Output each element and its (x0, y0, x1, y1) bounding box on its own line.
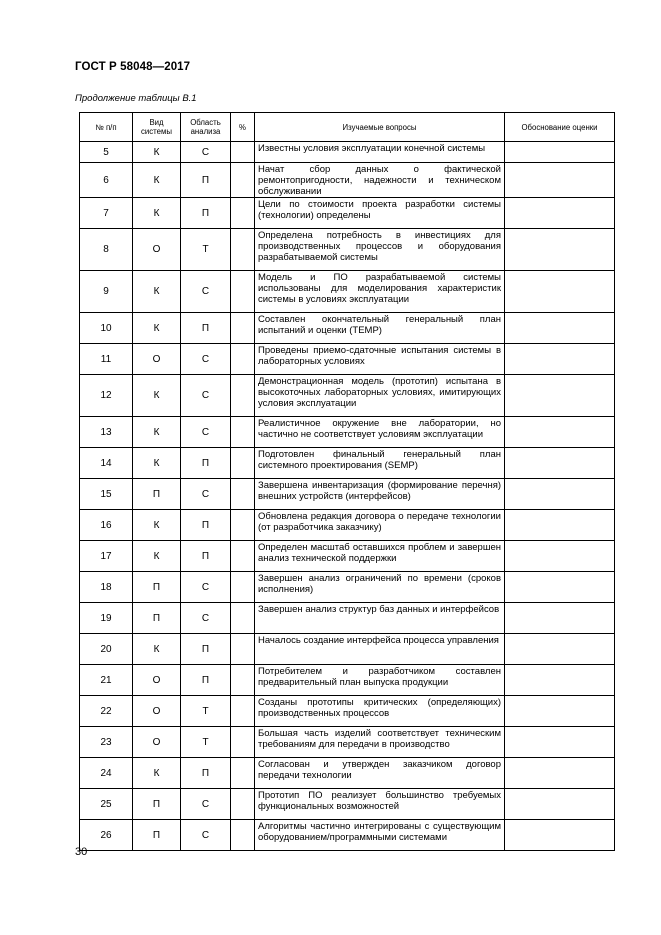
question-cell: Обновлена редакция договора о передаче технологии (от разработчика заказчику) (255, 510, 505, 541)
header-num: № п/п (80, 113, 133, 142)
row-number-cell: 14 (80, 448, 133, 479)
question-cell: Известны условия эксплуатации конечной системы (255, 142, 505, 163)
question-cell: Завершен анализ ограничений по времени (сроков исполнения) (255, 572, 505, 603)
justification-cell (505, 665, 615, 696)
row-number-cell: 10 (80, 313, 133, 344)
row-number-cell: 18 (80, 572, 133, 603)
system-type-cell: П (133, 789, 181, 820)
row-number-cell: 16 (80, 510, 133, 541)
percent-cell (231, 271, 255, 313)
justification-cell (505, 789, 615, 820)
row-number-cell: 13 (80, 417, 133, 448)
percent-cell (231, 417, 255, 448)
analysis-area-cell: С (181, 142, 231, 163)
table-row (80, 344, 615, 375)
percent-cell (231, 510, 255, 541)
analysis-area-cell: П (181, 163, 231, 198)
question-cell: Потребителем и разработчиком составлен предварительный план выпуска продукции (255, 665, 505, 696)
percent-cell (231, 696, 255, 727)
analysis-area-cell: С (181, 271, 231, 313)
analysis-area-cell: Т (181, 727, 231, 758)
justification-cell (505, 142, 615, 163)
percent-cell (231, 448, 255, 479)
analysis-area-cell: С (181, 479, 231, 510)
justification-cell (505, 344, 615, 375)
table-row (80, 198, 615, 229)
document-header: ГОСТ Р 58048—2017 (75, 61, 191, 73)
system-type-cell: К (133, 510, 181, 541)
percent-cell (231, 634, 255, 665)
analysis-area-cell: П (181, 541, 231, 572)
justification-cell (505, 696, 615, 727)
analysis-area-cell: С (181, 344, 231, 375)
table-body (80, 142, 615, 851)
system-type-cell: К (133, 375, 181, 417)
question-cell: Подготовлен финальный генеральный план системного проектирования (SEMP) (255, 448, 505, 479)
table-row (80, 229, 615, 271)
analysis-area-cell: С (181, 820, 231, 851)
percent-cell (231, 665, 255, 696)
analysis-area-cell: С (181, 789, 231, 820)
question-cell: Реалистичное окружение вне лаборатории, но частично не соответствует условиям эксплуатации (255, 417, 505, 448)
table-row (80, 313, 615, 344)
system-type-cell: П (133, 572, 181, 603)
table-row (80, 820, 615, 851)
question-cell: Завершена инвентаризация (формирование перечня) внешних устройств (интерфейсов) (255, 479, 505, 510)
row-number-cell: 25 (80, 789, 133, 820)
justification-cell (505, 198, 615, 229)
row-number-cell: 6 (80, 163, 133, 198)
percent-cell (231, 758, 255, 789)
percent-cell (231, 313, 255, 344)
percent-cell (231, 142, 255, 163)
system-type-cell: П (133, 479, 181, 510)
percent-cell (231, 198, 255, 229)
analysis-area-cell: Т (181, 229, 231, 271)
analysis-area-cell: П (181, 448, 231, 479)
analysis-area-cell: П (181, 313, 231, 344)
table-row (80, 510, 615, 541)
system-type-cell: П (133, 603, 181, 634)
question-cell: Демонстрационная модель (прототип) испытана в высокоточных лабораторных условиях, имитирующих условия эксплуатации (255, 375, 505, 417)
percent-cell (231, 375, 255, 417)
question-cell: Составлен окончательный генеральный план испытаний и оценки (ТЕМР) (255, 313, 505, 344)
row-number-cell: 19 (80, 603, 133, 634)
analysis-area-cell: С (181, 572, 231, 603)
question-cell: Начат сбор данных о фактической ремонтопригодности, надежности и техническом обслуживании (255, 163, 505, 198)
row-number-cell: 9 (80, 271, 133, 313)
row-number-cell: 21 (80, 665, 133, 696)
row-number-cell: 8 (80, 229, 133, 271)
justification-cell (505, 313, 615, 344)
table-row (80, 142, 615, 163)
justification-cell (505, 603, 615, 634)
question-cell: Большая часть изделий соответствует техническим требованиям для передачи в производство (255, 727, 505, 758)
justification-cell (505, 375, 615, 417)
percent-cell (231, 789, 255, 820)
analysis-area-cell: П (181, 634, 231, 665)
header-justification: Обоснование оценки (505, 113, 615, 142)
justification-cell (505, 271, 615, 313)
justification-cell (505, 820, 615, 851)
system-type-cell: О (133, 229, 181, 271)
justification-cell (505, 510, 615, 541)
system-type-cell: О (133, 665, 181, 696)
table-row (80, 163, 615, 198)
system-type-cell: К (133, 198, 181, 229)
row-number-cell: 24 (80, 758, 133, 789)
question-cell: Модель и ПО разрабатываемой системы использованы для моделирования характеристик системы в условиях эксплуатации (255, 271, 505, 313)
system-type-cell: К (133, 142, 181, 163)
justification-cell (505, 163, 615, 198)
analysis-area-cell: С (181, 375, 231, 417)
justification-cell (505, 727, 615, 758)
justification-cell (505, 572, 615, 603)
header-system-type: Вид системы (133, 113, 181, 142)
question-cell: Началось создание интерфейса процесса управления (255, 634, 505, 665)
row-number-cell: 5 (80, 142, 133, 163)
justification-cell (505, 229, 615, 271)
percent-cell (231, 344, 255, 375)
system-type-cell: К (133, 541, 181, 572)
question-cell: Прототип ПО реализует большинство требуемых функциональных возможностей (255, 789, 505, 820)
percent-cell (231, 572, 255, 603)
justification-cell (505, 541, 615, 572)
percent-cell (231, 163, 255, 198)
system-type-cell: К (133, 634, 181, 665)
table-row (80, 572, 615, 603)
question-cell: Определена потребность в инвестициях для производственных процессов и оборудования разрабатываемой системы (255, 229, 505, 271)
justification-cell (505, 417, 615, 448)
analysis-area-cell: П (181, 198, 231, 229)
question-cell: Проведены приемо-сдаточные испытания системы в лабораторных условиях (255, 344, 505, 375)
row-number-cell: 15 (80, 479, 133, 510)
percent-cell (231, 820, 255, 851)
row-number-cell: 22 (80, 696, 133, 727)
table-caption: Продолжение таблицы В.1 (75, 93, 197, 104)
justification-cell (505, 448, 615, 479)
table-row (80, 479, 615, 510)
system-type-cell: К (133, 417, 181, 448)
question-cell: Алгоритмы частично интегрированы с существующим оборудованием/программными системами (255, 820, 505, 851)
system-type-cell: К (133, 758, 181, 789)
row-number-cell: 23 (80, 727, 133, 758)
row-number-cell: 11 (80, 344, 133, 375)
percent-cell (231, 727, 255, 758)
row-number-cell: 7 (80, 198, 133, 229)
question-cell: Определен масштаб оставшихся проблем и завершен анализ технической поддержки (255, 541, 505, 572)
table-row (80, 375, 615, 417)
table-row (80, 541, 615, 572)
table-row (80, 727, 615, 758)
analysis-area-cell: П (181, 665, 231, 696)
analysis-area-cell: П (181, 758, 231, 789)
header-questions: Изучаемые вопросы (255, 113, 505, 142)
justification-cell (505, 758, 615, 789)
table-row (80, 603, 615, 634)
question-cell: Согласован и утвержден заказчиком договор передачи технологии (255, 758, 505, 789)
system-type-cell: О (133, 344, 181, 375)
percent-cell (231, 229, 255, 271)
header-analysis-area: Область анализа (181, 113, 231, 142)
table-row (80, 789, 615, 820)
justification-cell (505, 634, 615, 665)
system-type-cell: О (133, 727, 181, 758)
analysis-area-cell: С (181, 603, 231, 634)
table-row (80, 665, 615, 696)
percent-cell (231, 541, 255, 572)
system-type-cell: К (133, 448, 181, 479)
percent-cell (231, 479, 255, 510)
page-number: 30 (75, 846, 88, 858)
question-cell: Созданы прототипы критических (определяющих) производственных процессов (255, 696, 505, 727)
system-type-cell: К (133, 313, 181, 344)
table-row (80, 758, 615, 789)
system-type-cell: К (133, 271, 181, 313)
system-type-cell: О (133, 696, 181, 727)
system-type-cell: П (133, 820, 181, 851)
analysis-area-cell: Т (181, 696, 231, 727)
justification-cell (505, 479, 615, 510)
table-row (80, 634, 615, 665)
row-number-cell: 12 (80, 375, 133, 417)
percent-cell (231, 603, 255, 634)
question-cell: Цели по стоимости проекта разработки системы (технологии) определены (255, 198, 505, 229)
table-header-row (80, 113, 615, 142)
table-row (80, 417, 615, 448)
analysis-area-cell: С (181, 417, 231, 448)
row-number-cell: 26 (80, 820, 133, 851)
row-number-cell: 17 (80, 541, 133, 572)
table-row (80, 271, 615, 313)
analysis-area-cell: П (181, 510, 231, 541)
table-row (80, 448, 615, 479)
row-number-cell: 20 (80, 634, 133, 665)
question-cell: Завершен анализ структур баз данных и интерфейсов (255, 603, 505, 634)
system-type-cell: К (133, 163, 181, 198)
assessment-table (79, 112, 615, 851)
header-percent: % (231, 113, 255, 142)
table-row (80, 696, 615, 727)
